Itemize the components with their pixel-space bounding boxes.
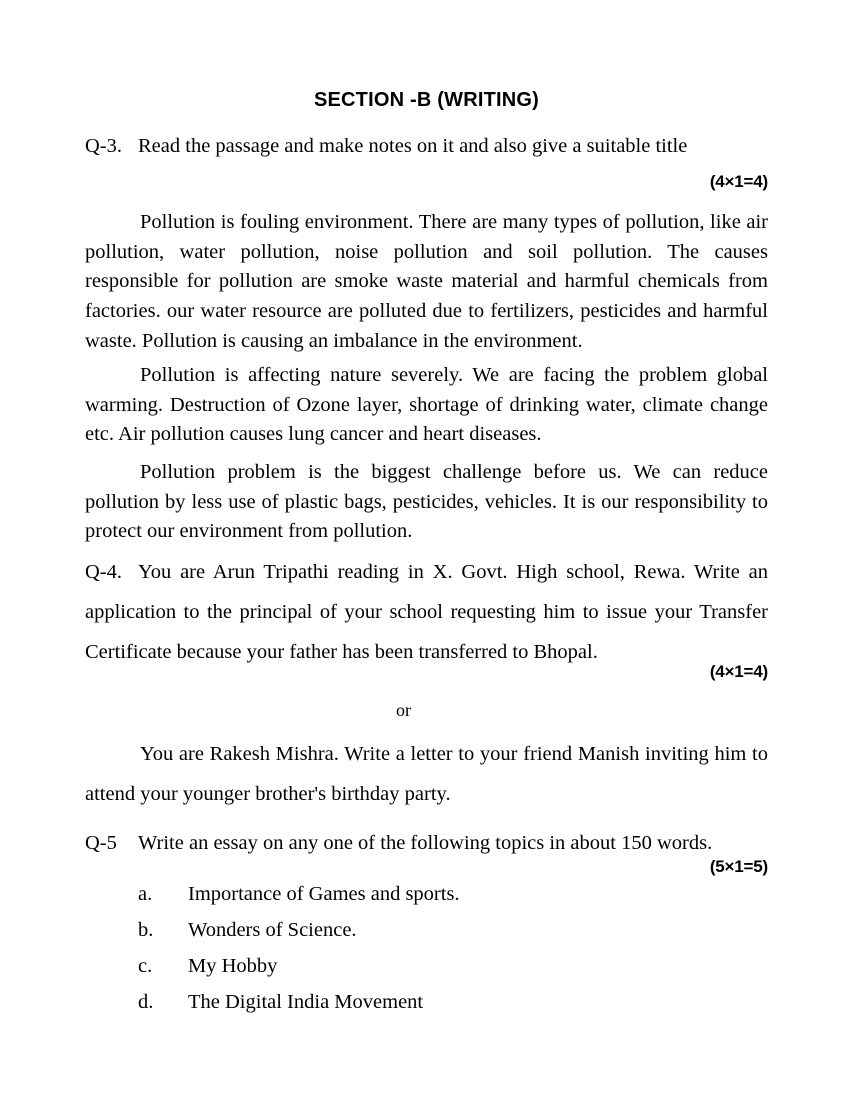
question-4-prompt: You are Arun Tripathi reading in X. Govt. High school, Rewa. Write an application to the principal of your school requesting him to issue your Transfer Certificate because your father has been transferred to Bhopal. bbox=[85, 561, 768, 663]
question-5-line bbox=[85, 830, 768, 856]
question-3-prompt: Read the passage and make notes on it and also give a suitable title bbox=[138, 135, 688, 157]
passage-paragraph-1: Pollution is fouling environment. There are many types of pollution, like air pollution, water pollution, noise pollution and soil pollution. The causes responsible for pollution are smoke waste material and harmful chemicals from factories. our water resource are polluted due to fertilizers, pesticides and harmful waste. Pollution is causing an imbalance in the environment. bbox=[85, 211, 768, 352]
question-5-marks: (5×1=5) bbox=[709, 857, 768, 876]
question-5-topic-list bbox=[85, 876, 768, 1020]
topic-text: Wonders of Science. bbox=[188, 919, 357, 941]
question-3-label: Q-3. bbox=[85, 135, 123, 157]
section-heading: SECTION -B (WRITING) bbox=[313, 89, 540, 111]
passage-paragraph-3: Pollution problem is the biggest challenge before us. We can reduce pollution by less use of plastic bags, pesticides, vehicles. It is our responsibility to protect our environment from pollution. bbox=[85, 461, 768, 543]
question-4-label: Q-4. bbox=[85, 561, 123, 583]
list-item bbox=[85, 876, 768, 912]
list-item bbox=[85, 948, 768, 984]
question-4-alternative: You are Rakesh Mishra. Write a letter to your friend Manish inviting him to attend your younger brother's birthday party. bbox=[85, 743, 768, 805]
question-5-label: Q-5 bbox=[85, 832, 117, 854]
question-3-line bbox=[85, 133, 768, 159]
topic-label: b. bbox=[138, 919, 154, 941]
topic-label: c. bbox=[138, 955, 153, 977]
question-4-marks: (4×1=4) bbox=[709, 662, 768, 681]
question-5-prompt: Write an essay on any one of the following topics in about 150 words. bbox=[138, 832, 713, 854]
or-separator: or bbox=[396, 700, 411, 720]
topic-label: a. bbox=[138, 883, 153, 905]
list-item bbox=[85, 984, 768, 1020]
topic-text: Importance of Games and sports. bbox=[188, 883, 460, 905]
topic-text: The Digital India Movement bbox=[188, 991, 424, 1013]
question-4-block bbox=[85, 552, 768, 672]
topic-text: My Hobby bbox=[188, 955, 278, 977]
list-item bbox=[85, 912, 768, 948]
passage-paragraph-2: Pollution is affecting nature severely. We are facing the problem global warming. Destruction of Ozone layer, shortage of drinking water, climate change etc. Air pollution causes lung cancer and heart diseases. bbox=[85, 364, 768, 446]
question-3-marks: (4×1=4) bbox=[709, 172, 768, 191]
topic-label: d. bbox=[138, 991, 154, 1013]
